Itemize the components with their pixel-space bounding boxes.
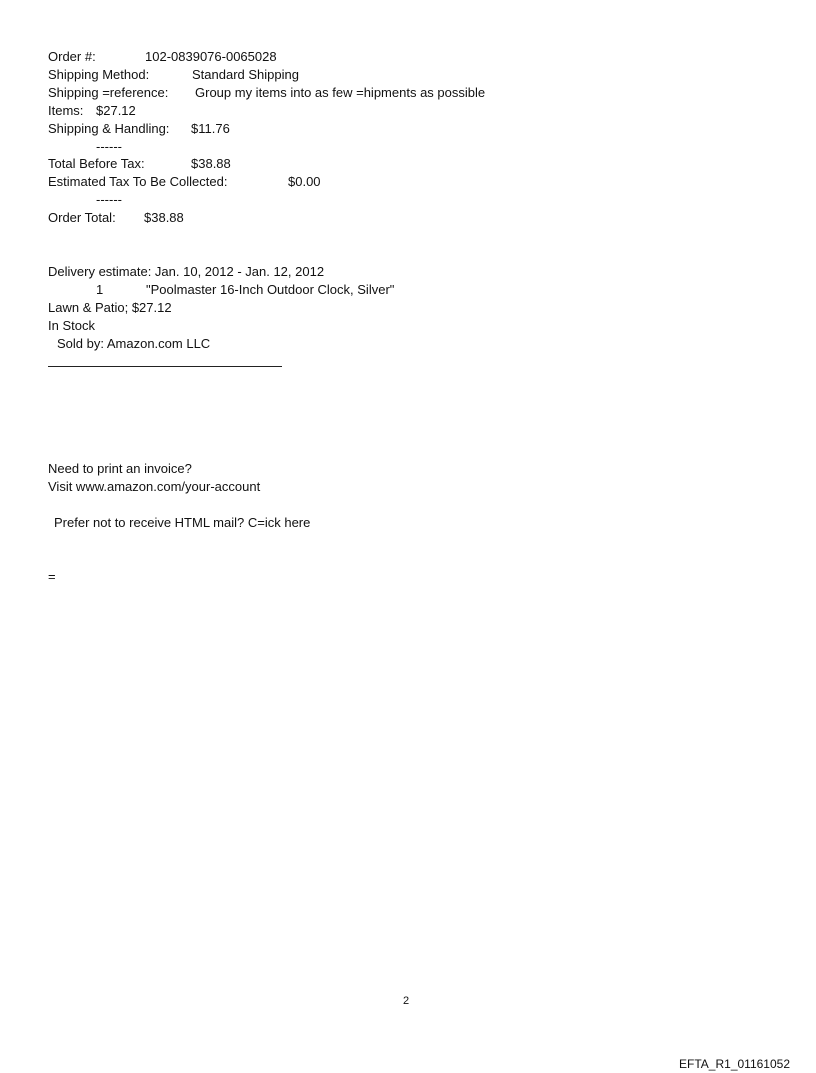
estimated-tax-label: Estimated Tax To Be Collected: <box>48 174 228 189</box>
product-title: "Poolmaster 16-Inch Outdoor Clock, Silver" <box>146 282 395 297</box>
delivery-estimate: Delivery estimate: Jan. 10, 2012 - Jan. 12, 2012 <box>48 264 325 279</box>
shipping-preference-label: Shipping =reference: <box>48 85 169 100</box>
product-category-price: Lawn & Patio; $27.12 <box>48 300 172 315</box>
shipping-preference: Group my items into as few =hipments as possible <box>195 85 486 100</box>
total-before-tax-label: Total Before Tax: <box>48 156 145 171</box>
page-number: 2 <box>403 995 410 1007</box>
account-link[interactable]: Visit www.amazon.com/your-account <box>48 479 261 494</box>
shipping-method-label: Shipping Method: <box>48 67 150 82</box>
order-number-label: Order #: <box>48 49 96 64</box>
order-total: $38.88 <box>144 210 184 225</box>
total-before-tax: $38.88 <box>191 156 231 171</box>
items-value: $27.12 <box>96 103 136 118</box>
sold-by: Sold by: Amazon.com LLC <box>57 336 211 351</box>
order-number: 102-0839076-0065028 <box>145 49 277 64</box>
separator-dashes: ------ <box>96 192 122 207</box>
divider-line <box>48 366 282 367</box>
unsubscribe-link[interactable]: Prefer not to receive HTML mail? C=ick here <box>54 515 311 530</box>
stray-equals: = <box>48 569 56 584</box>
bates-number: EFTA_R1_01161052 <box>679 1057 790 1071</box>
estimated-tax-value: $0.00 <box>288 174 321 189</box>
item-quantity: 1 <box>96 282 104 297</box>
stock-status: In Stock <box>48 318 95 333</box>
separator-dashes: ------ <box>96 139 122 154</box>
shipping-method: Standard Shipping <box>192 67 299 82</box>
order-total-label: Order Total: <box>48 210 116 225</box>
shipping-handling-value: $11.76 <box>191 121 230 136</box>
shipping-handling-label: Shipping & Handling: <box>48 121 170 136</box>
invoice-question: Need to print an invoice? <box>48 461 192 476</box>
items-label: Items: <box>48 103 84 118</box>
